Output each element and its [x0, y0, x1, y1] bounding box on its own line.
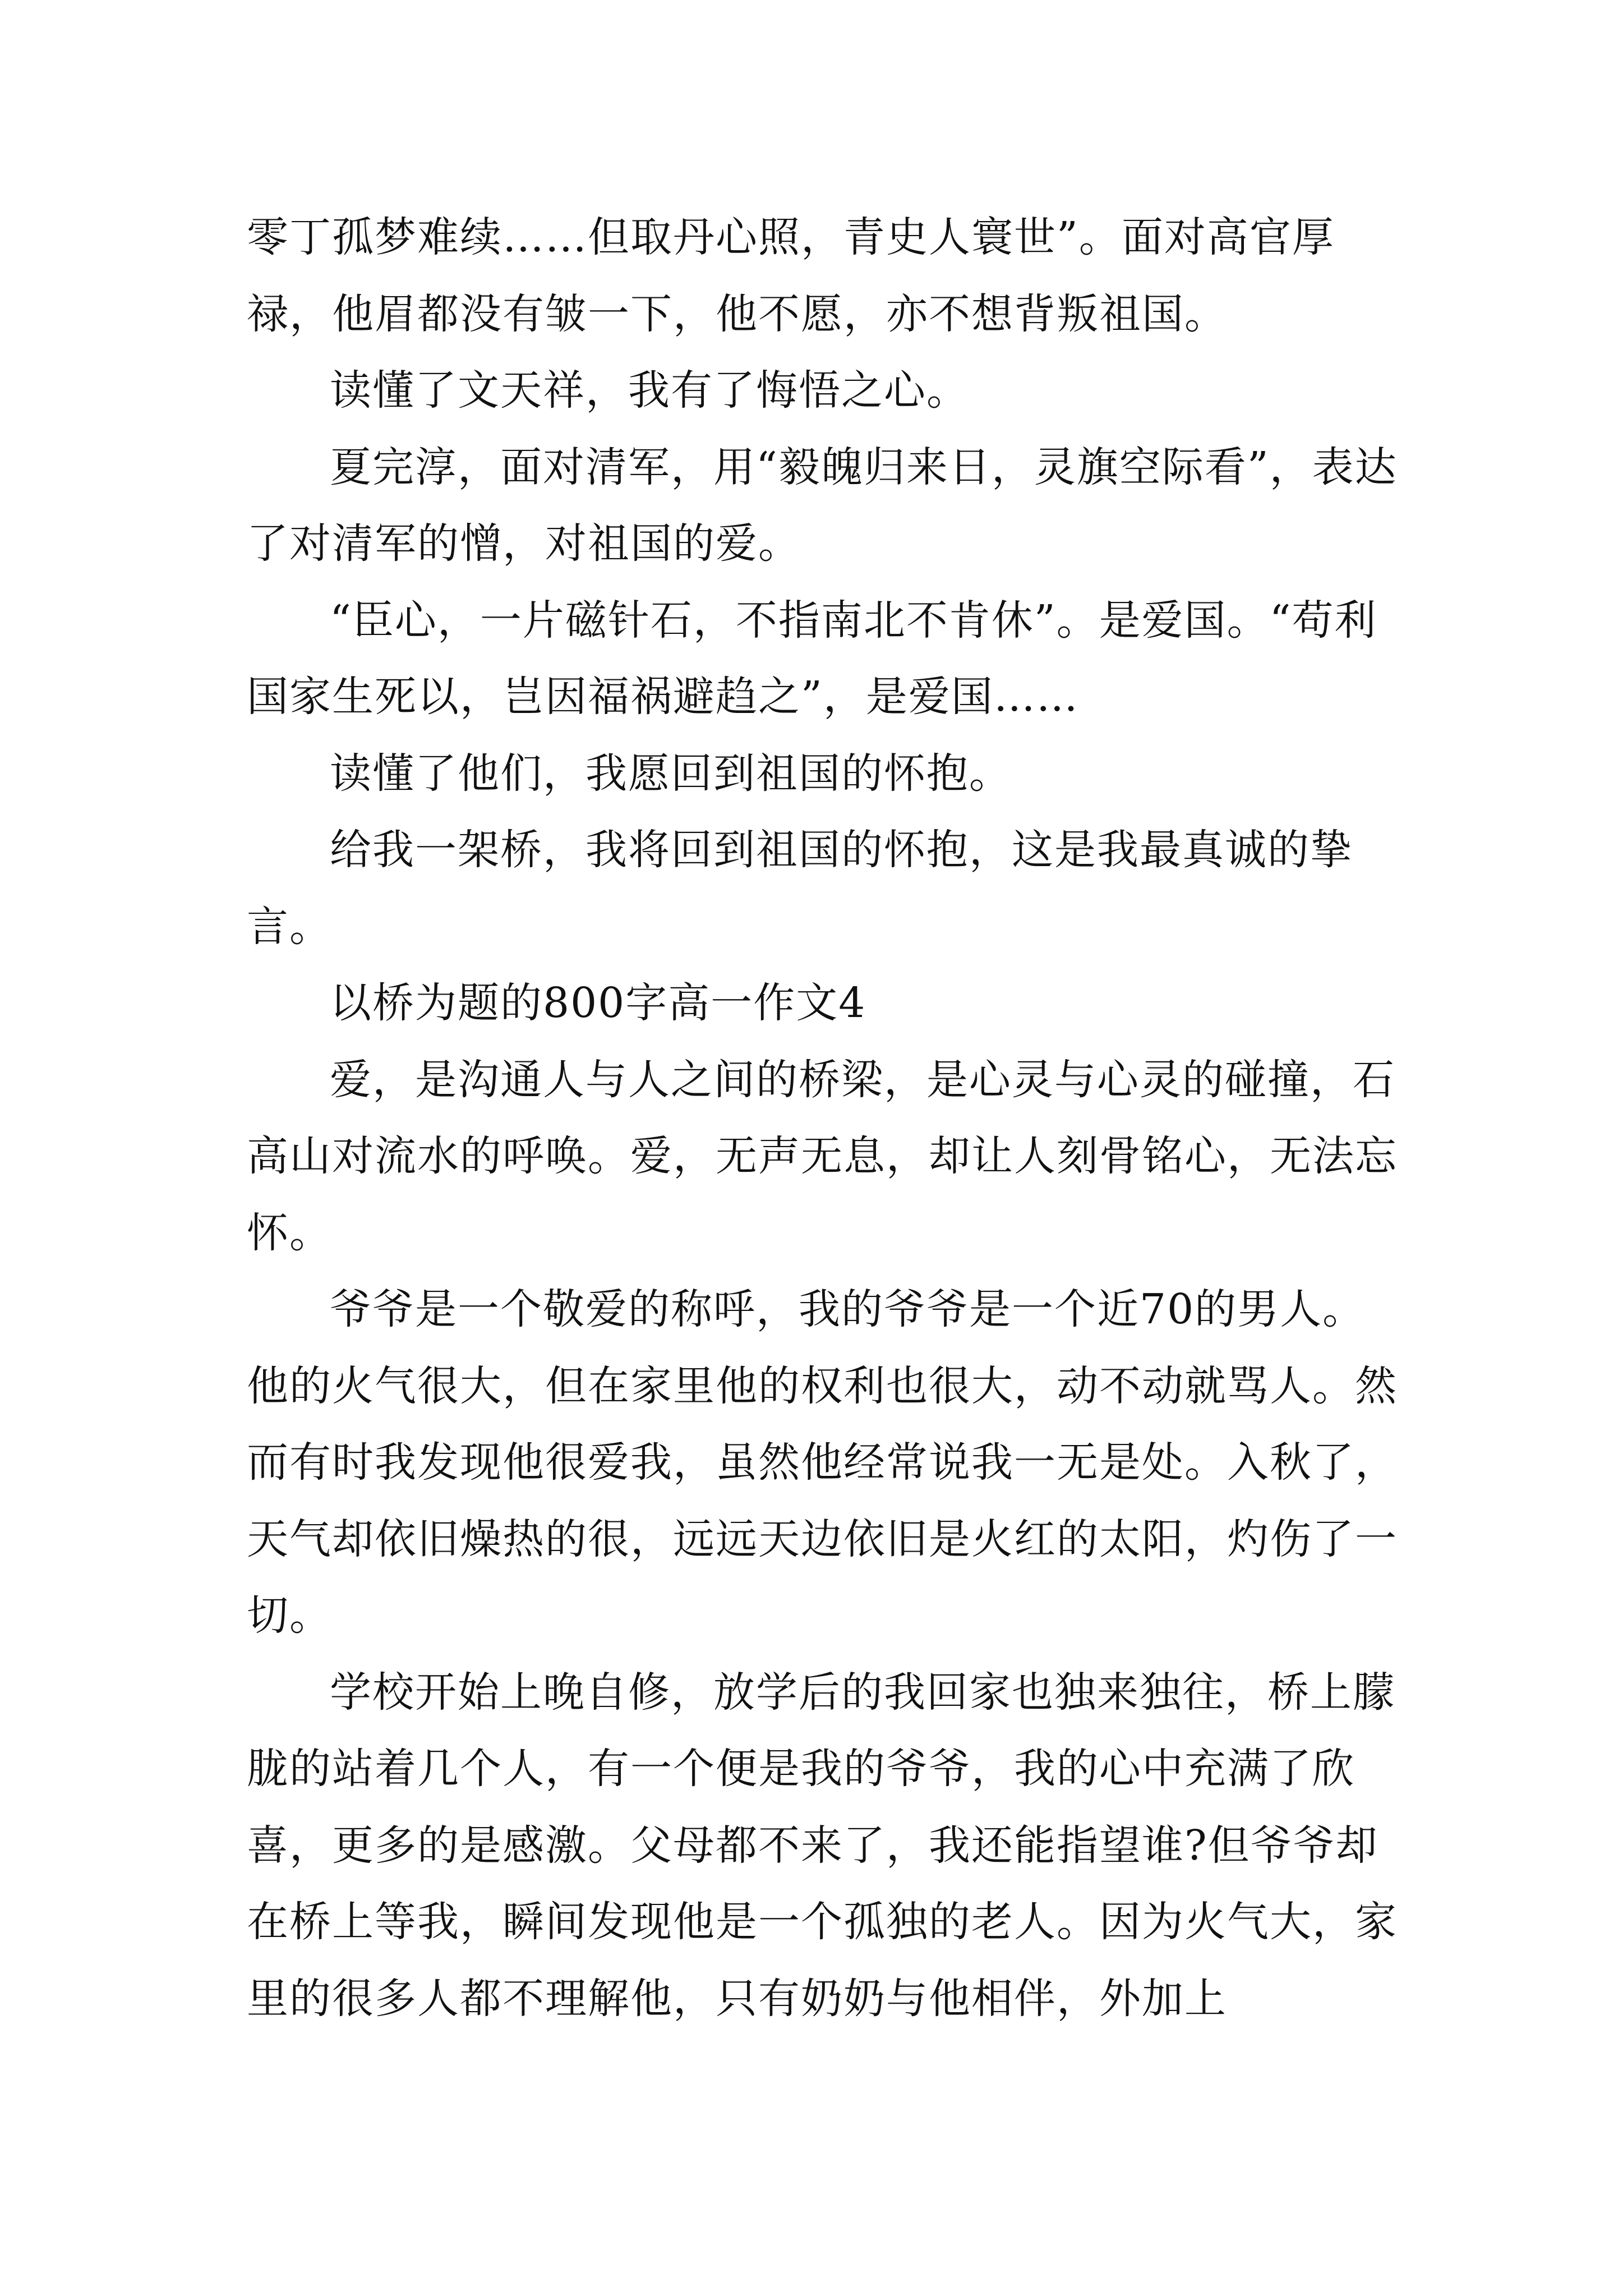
paragraph-2: 读懂了文天祥，我有了悔悟之心。 [330, 366, 969, 415]
paragraph-3: 夏完淳，面对清军，用“毅魄归来日，灵旗空际看”，表达了对清军的憎，对祖国的爱。 [247, 443, 1398, 568]
paragraph-1: 零丁孤梦难续……但取丹心照，青史人寰世”。面对高官厚禄，他眉都没有皱一下，他不愿，亦不想背叛祖国。 [247, 213, 1335, 338]
paragraph-4: “臣心，一片磁针石，不指南北不肯休”。是爱国。“苟利国家生死以，岂因福祸避趋之”，是爱国…… [247, 596, 1377, 721]
paragraph-6: 给我一架桥，我将回到祖国的怀抱，这是我最真诚的挚言。 [247, 826, 1353, 951]
paragraph-5: 读懂了他们，我愿回到祖国的怀抱。 [330, 749, 1012, 798]
document-body [247, 199, 1408, 2037]
paragraph-7: 爱，是沟通人与人之间的桥梁，是心灵与心灵的碰撞，石高山对流水的呼唤。爱，无声无息，却让人刻骨铭心，无法忘怀。 [247, 1055, 1398, 1257]
paragraph-9: 学校开始上晚自修，放学后的我回家也独来独往，桥上朦胧的站着几个人，有一个便是我的爷爷，我的心中充满了欣喜，更多的是感激。父母都不来了，我还能指望谁?但爷爷却在桥上等我，瞬间发现他是一个孤独的老人。因为火气大，家里的很多人都不理解他，只有奶奶与他相伴，外加上 [247, 1668, 1398, 2023]
section-heading: 以桥为题的800字高一作文4 [330, 979, 866, 1027]
paragraph-8: 爷爷是一个敬爱的称呼，我的爷爷是一个近70的男人。他的火气很大，但在家里他的权利也很大，动不动就骂人。然而有时我发现他很爱我，虽然他经常说我一无是处。入秋了，天气却依旧燥热的很，远远天边依旧是火红的太阳，灼伤了一切。 [247, 1285, 1398, 1640]
